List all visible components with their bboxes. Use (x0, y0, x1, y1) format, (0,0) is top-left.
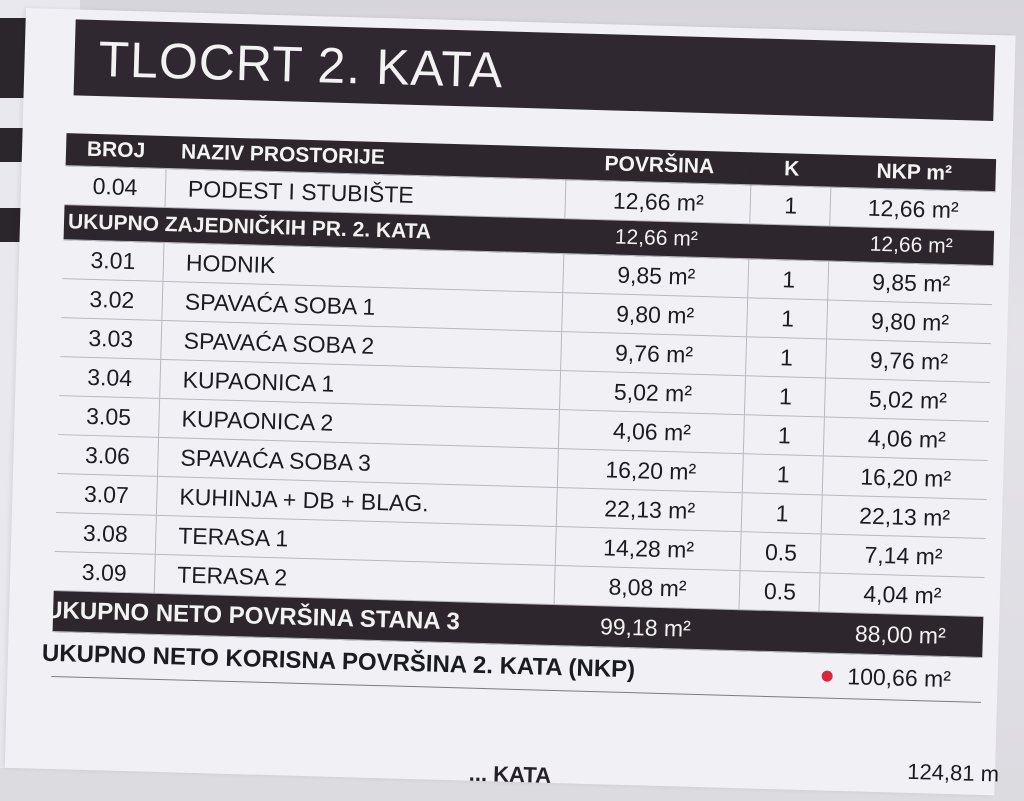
room-nkp: 16,20 m² (822, 456, 989, 499)
page-title: TLOCRT 2. KATA (97, 31, 505, 99)
room-k: 1 (745, 337, 827, 377)
room-area: 4,06 m² (558, 410, 745, 453)
apartment-total-nkp: 88,00 m² (854, 620, 947, 649)
room-nkp: 7,14 m² (820, 534, 987, 577)
room-name: TERASA 2 (154, 555, 555, 604)
room-name: KUPAONICA 2 (158, 399, 559, 448)
header-k: K (750, 152, 832, 186)
room-number: 3.07 (83, 480, 130, 509)
room-k: 0.5 (740, 532, 822, 572)
room-name: SPAVAĆA SOBA 2 (160, 321, 561, 370)
room-nkp: 12,66 m² (829, 188, 996, 231)
room-number: 3.03 (88, 324, 134, 353)
header-number: BROJ (86, 137, 146, 163)
room-area: 16,20 m² (557, 449, 744, 492)
room-k: 1 (742, 454, 824, 494)
room-area: 12,66 m² (564, 180, 751, 223)
room-nkp: 9,85 m² (827, 261, 994, 304)
room-name: KUHINJA + DB + BLAG. (156, 477, 557, 526)
room-table (41, 133, 996, 703)
room-area: 9,85 m² (562, 254, 749, 297)
document-sheet (5, 8, 1016, 795)
common-total-nkp: 12,66 m² (869, 232, 953, 258)
room-area: 5,02 m² (559, 371, 746, 414)
room-k: 1 (746, 298, 828, 338)
room-number: 3.06 (84, 441, 131, 470)
header-name: NAZIV PROSTORIJE (166, 136, 567, 179)
room-nkp: 9,76 m² (825, 339, 992, 382)
room-name: HODNIK (162, 243, 563, 292)
room-nkp: 5,02 m² (824, 378, 991, 421)
floor-total-nkp: 100,66 m² (847, 663, 952, 693)
room-nkp: 22,13 m² (821, 495, 988, 538)
footer-value: 124,81 m (906, 758, 1000, 787)
room-area: 14,28 m² (555, 527, 742, 570)
room-number: 0.04 (92, 172, 138, 201)
apartment-total-label: UKUPNO NETO POVRŠINA STANA 3 (44, 596, 461, 636)
room-k: 1 (749, 185, 831, 225)
room-k: 0.5 (738, 571, 820, 611)
room-number: 3.02 (89, 285, 135, 314)
apartment-total-area: 99,18 m² (599, 613, 692, 642)
room-k: 1 (747, 259, 829, 299)
header-area: POVRŠINA (565, 147, 752, 184)
red-dot-marker (822, 670, 833, 681)
room-number: 3.08 (82, 519, 129, 548)
footer-partial-label: ... KATA (468, 760, 552, 788)
cut-off-footer (49, 745, 1000, 795)
room-k: 1 (741, 493, 823, 533)
floor-total-nkp-cell (816, 653, 982, 702)
room-name: SPAVAĆA SOBA 1 (161, 282, 562, 331)
room-name: TERASA 1 (155, 516, 556, 565)
room-k: 1 (744, 376, 826, 416)
header-nkp: NKP m² (830, 155, 997, 192)
title-band (74, 19, 996, 121)
room-name: SPAVAĆA SOBA 3 (157, 438, 558, 487)
room-name: KUPAONICA 1 (159, 360, 560, 409)
room-k: 1 (743, 415, 825, 455)
room-area: 22,13 m² (556, 488, 743, 531)
room-number: 3.05 (85, 402, 132, 431)
common-total-label: UKUPNO ZAJEDNIČKIH PR. 2. KATA (67, 210, 432, 244)
room-name: PODEST I STUBIŠTE (164, 169, 565, 218)
room-area: 9,80 m² (561, 293, 748, 336)
room-number: 3.01 (90, 246, 136, 275)
room-area: 8,08 m² (554, 566, 741, 609)
room-nkp: 9,80 m² (826, 300, 993, 343)
common-total-area: 12,66 m² (614, 225, 699, 251)
room-nkp: 4,06 m² (823, 417, 990, 460)
room-area: 9,76 m² (560, 332, 747, 375)
floor-total-label: UKUPNO NETO KORISNA POVRŠINA 2. KATA (NKP) (41, 639, 636, 684)
room-number: 3.04 (86, 363, 133, 392)
room-nkp: 4,04 m² (818, 573, 985, 616)
room-number: 3.09 (81, 558, 128, 587)
